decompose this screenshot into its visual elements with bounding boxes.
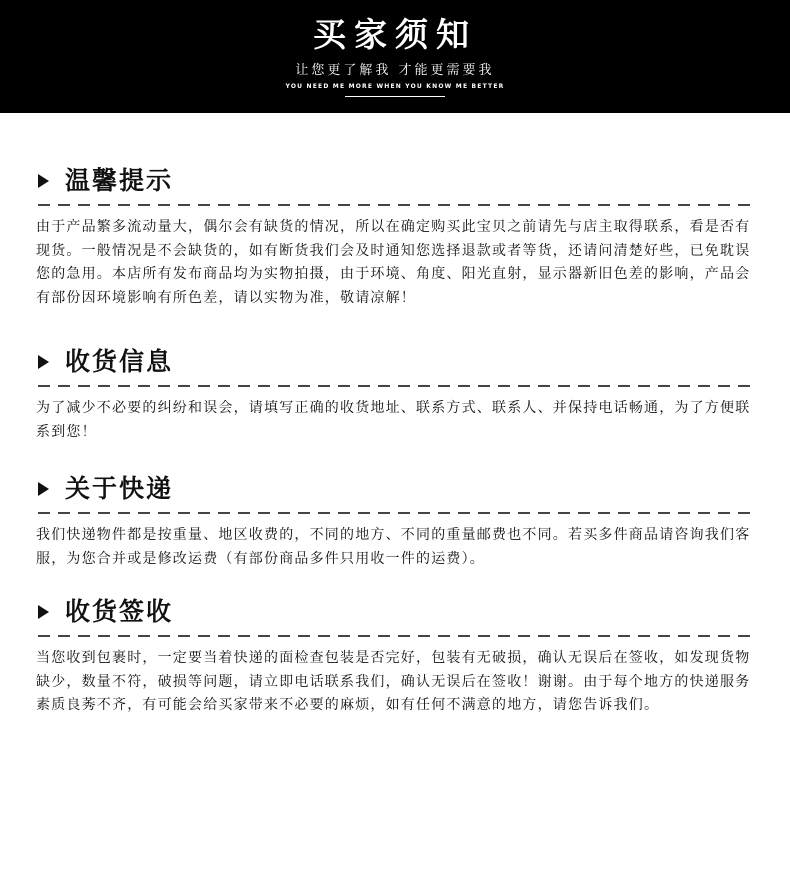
triangle-bullet-icon	[38, 605, 49, 619]
triangle-bullet-icon	[38, 355, 49, 369]
section-heading	[36, 347, 173, 377]
section-body: 为了减少不必要的纠纷和误会，请填写正确的收货地址、联系方式、联系人、并保持电话畅通，为了方便联系到您！	[36, 400, 751, 440]
section-heading	[36, 166, 173, 196]
triangle-bullet-icon	[38, 482, 49, 496]
header-divider	[345, 96, 445, 97]
section-heading	[36, 597, 173, 627]
section-title: 收货签收	[65, 597, 174, 626]
section-body: 当您收到包裹时，一定要当着快递的面检查包装是否完好，包装有无破损，确认无误后在签收，如发现货物缺少，数量不符，破损等问题，请立即电话联系我们，确认无误后在签收！谢谢。由于每个地方的快递服务素质良莠不齐，有可能会给买家带来不必要的麻烦，如有任何不满意的地方，请您告诉我们。	[36, 650, 751, 713]
section-heading	[36, 474, 173, 504]
dashed-divider	[38, 512, 750, 514]
section-title: 温馨提示	[65, 166, 174, 195]
page-tagline: YOU NEED ME MORE WHEN YOU KNOW ME BETTER	[285, 83, 505, 90]
page-subtitle: 让您更了解我 才能更需要我	[295, 63, 495, 78]
page-title: 买家须知	[313, 15, 477, 54]
section-body: 由于产品繁多流动量大，偶尔会有缺货的情况，所以在确定购买此宝贝之前请先与店主取得联系，看是否有现货。一般情况是不会缺货的，如有断货我们会及时通知您选择退款或者等货，还请问清楚好些，已免耽误您的急用。本店所有发布商品均为实物拍摄，由于环境、角度、阳光直射，显示器新旧色差的影响，产品会有部份因环境影响有所色差，请以实物为准，敬请凉解！	[36, 219, 751, 306]
dashed-divider	[38, 635, 750, 637]
header-banner	[0, 0, 790, 113]
dashed-divider	[38, 385, 750, 387]
section-title: 关于快递	[65, 474, 174, 503]
section-body: 我们快递物件都是按重量、地区收费的，不同的地方、不同的重量邮费也不同。若买多件商品请咨询我们客服，为您合并或是修改运费（有部份商品多件只用收一件的运费）。	[36, 527, 751, 567]
dashed-divider	[38, 204, 750, 206]
section-title: 收货信息	[65, 347, 174, 376]
triangle-bullet-icon	[38, 174, 49, 188]
